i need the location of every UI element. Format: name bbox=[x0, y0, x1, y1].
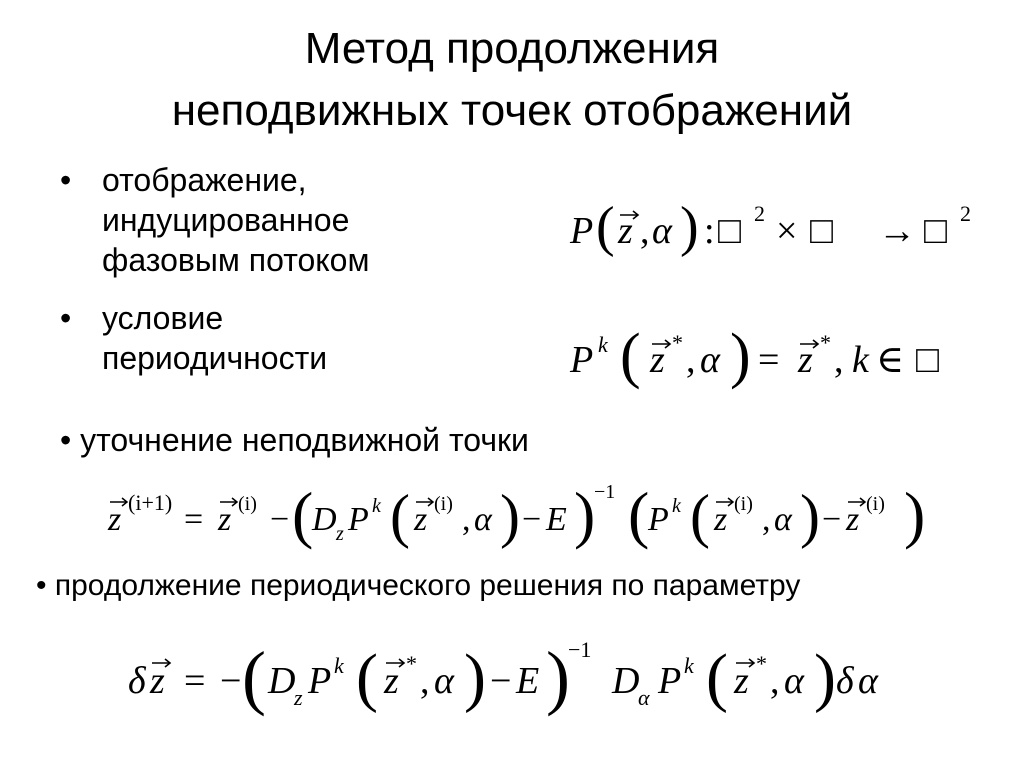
symbol-z: z bbox=[846, 501, 860, 538]
symbol-alpha: α bbox=[700, 339, 720, 381]
symbol-alpha: α bbox=[434, 660, 454, 702]
minus: − bbox=[270, 501, 290, 538]
element-of: ∈ bbox=[876, 339, 905, 381]
subscript-z: z bbox=[336, 523, 344, 545]
subscript-alpha: α bbox=[638, 685, 650, 710]
symbol-z: z bbox=[108, 501, 122, 538]
formula-mapping bbox=[570, 195, 990, 275]
title-line-1: Метод продолжения bbox=[304, 24, 720, 73]
paren-open: ( bbox=[292, 479, 314, 550]
superscript-k: k bbox=[598, 332, 608, 357]
superscript-star: * bbox=[756, 651, 767, 676]
minus: − bbox=[522, 501, 542, 538]
paren-open: ( bbox=[242, 637, 266, 717]
colon: : bbox=[704, 210, 715, 252]
minus: − bbox=[490, 660, 512, 702]
symbol-alpha: α bbox=[652, 210, 672, 252]
paren-open: ( bbox=[690, 483, 710, 549]
symbol-z: z bbox=[384, 660, 399, 702]
paren-close: ) bbox=[574, 479, 596, 550]
comma: , bbox=[420, 660, 430, 702]
symbol-z: z bbox=[414, 501, 428, 538]
superscript-star: * bbox=[672, 330, 683, 355]
bullet-line: индуцированное bbox=[102, 202, 350, 238]
formula-mapping-svg bbox=[570, 195, 990, 265]
bullet-dot: • bbox=[60, 162, 72, 198]
symbol-P: P bbox=[348, 501, 369, 538]
symbol-D: D bbox=[268, 660, 296, 702]
title-line-2: неподвижных точек отображений bbox=[171, 86, 853, 135]
superscript-k: k bbox=[684, 653, 694, 678]
symbol-alpha: α bbox=[474, 501, 492, 538]
superscript-i: (i) bbox=[238, 493, 257, 515]
paren-close: ) bbox=[464, 641, 486, 714]
bullet-line: периодичности bbox=[102, 340, 328, 376]
symbol-z: z bbox=[714, 501, 728, 538]
superscript-star: * bbox=[406, 651, 417, 676]
symbol-P: P bbox=[648, 501, 669, 538]
exponent: 2 bbox=[960, 201, 971, 226]
superscript-k: k bbox=[372, 495, 381, 517]
paren-close: ) bbox=[546, 637, 570, 717]
symbol-E: E bbox=[546, 501, 567, 538]
symbol-z: z bbox=[650, 339, 665, 381]
equals: = bbox=[184, 501, 204, 538]
comma: , bbox=[640, 210, 650, 252]
superscript-star: * bbox=[820, 330, 831, 355]
bullet-refinement bbox=[60, 420, 529, 460]
paren-close: ) bbox=[800, 483, 820, 549]
set-symbol: □ bbox=[718, 210, 741, 252]
comma: , bbox=[462, 501, 471, 538]
arrow: → bbox=[878, 210, 916, 252]
paren-open: ( bbox=[706, 641, 728, 714]
superscript-i: (i) bbox=[734, 493, 753, 515]
comma: , bbox=[770, 660, 780, 702]
symbol-P: P bbox=[570, 210, 594, 252]
symbol-alpha: α bbox=[858, 660, 878, 702]
symbol-z: z bbox=[798, 339, 813, 381]
formula-periodicity bbox=[570, 320, 960, 410]
paren-close: ) bbox=[730, 322, 751, 390]
bullet-line: условие bbox=[102, 300, 224, 336]
set-symbol: □ bbox=[924, 210, 947, 252]
times: × bbox=[776, 210, 798, 252]
paren-close: ) bbox=[680, 196, 699, 258]
symbol-P: P bbox=[658, 660, 682, 702]
superscript-i: (i) bbox=[434, 493, 453, 515]
comma: , bbox=[834, 339, 844, 381]
superscript-inverse: −1 bbox=[594, 481, 616, 503]
formula-continuation-svg bbox=[128, 635, 908, 725]
bullet-mapping bbox=[60, 160, 370, 280]
paren-open: ( bbox=[356, 641, 378, 714]
superscript-k: k bbox=[334, 653, 344, 678]
minus: − bbox=[822, 501, 842, 538]
bullet-dot: • bbox=[60, 300, 72, 336]
exponent: 2 bbox=[754, 201, 765, 226]
bullet-text: уточнение неподвижной точки bbox=[80, 422, 529, 458]
equals: = bbox=[184, 660, 206, 702]
formula-periodicity-svg bbox=[570, 320, 960, 400]
paren-open: ( bbox=[390, 483, 410, 549]
minus: − bbox=[220, 660, 242, 702]
paren-open: ( bbox=[628, 479, 650, 550]
superscript-inverse: −1 bbox=[568, 637, 592, 662]
symbol-k: k bbox=[852, 339, 869, 381]
bullet-dot: • bbox=[60, 422, 72, 458]
bullet-dot: • bbox=[36, 569, 47, 602]
symbol-z: z bbox=[150, 660, 165, 702]
superscript-i-plus-1: (i+1) bbox=[128, 490, 173, 515]
symbol-P: P bbox=[570, 339, 594, 381]
bullet-line: фазовым потоком bbox=[102, 242, 370, 278]
comma: , bbox=[762, 501, 771, 538]
bullet-periodicity bbox=[60, 298, 328, 378]
paren-close: ) bbox=[904, 479, 926, 550]
paren-open: ( bbox=[596, 196, 615, 258]
formula-refinement bbox=[108, 480, 948, 570]
paren-close: ) bbox=[814, 641, 836, 714]
set-symbol: □ bbox=[916, 339, 939, 381]
symbol-alpha: α bbox=[774, 501, 792, 538]
symbol-P: P bbox=[308, 660, 332, 702]
subscript-z: z bbox=[294, 685, 303, 710]
symbol-alpha: α bbox=[784, 660, 804, 702]
formula-continuation bbox=[128, 635, 908, 735]
comma: , bbox=[686, 339, 696, 381]
symbol-delta: δ bbox=[836, 660, 854, 702]
symbol-E: E bbox=[516, 660, 540, 702]
symbol-z: z bbox=[734, 660, 749, 702]
bullet-text: продолжение периодического решения по параметру bbox=[54, 569, 801, 602]
bullet-continuation bbox=[36, 566, 800, 606]
symbol-D: D bbox=[612, 660, 640, 702]
symbol-delta: δ bbox=[128, 660, 146, 702]
set-symbol: □ bbox=[810, 210, 833, 252]
symbol-z: z bbox=[618, 210, 633, 252]
formula-refinement-svg bbox=[108, 480, 948, 560]
symbol-D: D bbox=[312, 501, 337, 538]
paren-open: ( bbox=[620, 322, 641, 390]
superscript-k: k bbox=[672, 495, 681, 517]
equals: = bbox=[758, 339, 780, 381]
symbol-z: z bbox=[218, 501, 232, 538]
paren-close: ) bbox=[500, 483, 520, 549]
slide-title bbox=[0, 18, 1024, 142]
bullet-line: отображение, bbox=[102, 162, 307, 198]
superscript-i: (i) bbox=[866, 493, 885, 515]
